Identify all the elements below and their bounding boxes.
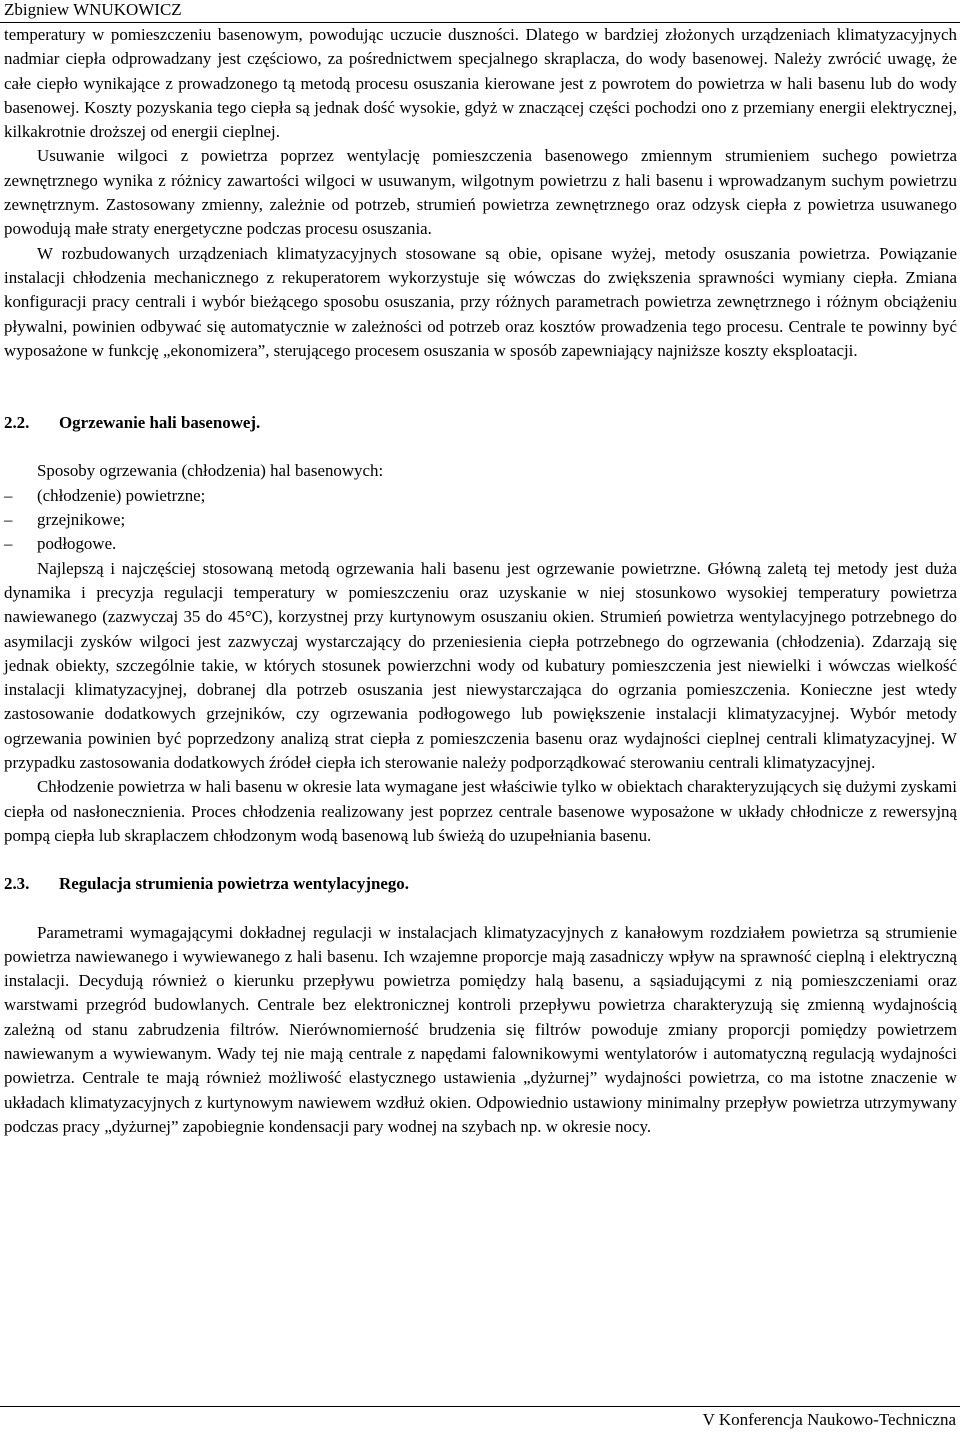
paragraph-combined-methods: W rozbudowanych urządzeniach klimatyzacyjnych stosowane są obie, opisane wyżej, metody osuszania powietrza. Powiązanie instalacji chłodzenia mechanicznego z rekuperatorem wykorzystuje się wówczas do zwiększenia sprawności wymiany ciepła. Zmiana konfiguracji pracy centrali i wybór bieżącego sposobu osuszania, przy różnych parametrach powietrza zewnętrznego i różnym obciążeniu pływalni, powinien odbywać się automatycznie w zależności od potrzeb oraz kosztów prowadzenia tego procesu. Centrale te powinny być wyposażone w funkcję „ekonomizera”, sterującego procesem osuszania w sposób zapewniający najniższe koszty eksploatacji. xyxy=(4,243,957,360)
list-item: – podłogowe. xyxy=(4,532,957,556)
section-title: Regulacja strumienia powietrza wentylacyjnego. xyxy=(59,874,409,894)
heating-methods-intro: Sposoby ogrzewania (chłodzenia) hal basenowych: xyxy=(37,461,384,481)
page-footer-conference: V Konferencja Naukowo-Techniczna xyxy=(702,1410,956,1429)
paragraph-airflow-regulation: Parametrami wymagającymi dokładnej regulacji w instalacjach klimatyzacyjnych z kanałowym rozdziałem powietrza są strumienie powietrza nawiewanego i wywiewanego z hali basenu. Ich wzajemne proporcje mają zasadniczy wpływ na sprawność cieplną i elektryczną instalacji. Decydują również o kierunku przepływu powietrza pomiędzy halą basenu, a sąsiadującymi z nią pomieszczeniami oraz warstwami przegród budowlanych. Centrale bez elektronicznej kontroli przepływu powietrza charakteryzują się zmienną wydajnością zależną od stanu zabrudzenia filtrów. Nierównomierność brudzenia się filtrów powoduje zmiany proporcji pomiędzy powietrzem nawiewanym a wywiewanym. Wady tej nie mają centrale z napędami falownikowymi wentylatorów i automatyczną regulacją wydajności powietrza. Centrale te mają również możliwość elastycznego ustawienia „dyżurnej” wydajności powietrza, co ma istotne znaczenie w układach klimatyzacyjnych z kurtynowym nawiewem wzdłuż okien. Odpowiednio ustawiony minimalny przepływ powietrza utrzymywany podczas pracy „dyżurnej” zapobiegnie kondensacji pary wodnej na szybach np. w okresie nocy. xyxy=(4,922,957,1136)
list-item: – (chłodzenie) powietrzne; xyxy=(4,484,957,508)
section-heading-2-3 xyxy=(4,872,957,896)
footer-divider xyxy=(0,1406,960,1407)
list-item: – grzejnikowe; xyxy=(4,508,957,532)
section-title: Ogrzewanie hali basenowej. xyxy=(59,413,261,433)
heating-methods-list xyxy=(4,484,957,557)
paragraph-air-heating: Najlepszą i najczęściej stosowaną metodą ogrzewania hali basenu jest ogrzewanie powietrzne. Główną zaletą tej metody jest duża dynamika i precyzja regulacji temperatury w pomieszczeniu oraz uzyskanie w niej stosunkowo wysokiej temperatury powietrza nawiewanego (zazwyczaj 35 do 45°C), korzystnej przy kurtynowym osuszaniu okien. Strumień powietrza wentylacyjnego potrzebnego do asymilacji zysków wilgoci jest zazwyczaj wystarczający do przeniesienia ciepła potrzebnego do ogrzewania (chłodzenia). Zdarzają się jednak obiekty, szczególnie takie, w których stosunek powierzchni wody od kubatury pomieszczenia jest niewielki i wówczas wielkość instalacji klimatyzacyjnej, dobranej dla potrzeb osuszania jest niewystarczająca do ogrzania pomieszczenia. Konieczne jest wtedy zastosowanie dodatkowych grzejników, czy ogrzewania podłogowego lub powiększenie instalacji klimatyzacyjnej. Wybór metody ogrzewania powinien być poprzedzony analizą strat ciepła z pomieszczenia basenu oraz wydajności cieplnej centrali klimatyzacyjnej. W przypadku zastosowania dodatkowych źródeł ciepła ich sterowanie należy podporządkować sterowaniu centrali klimatyzacyjnej. xyxy=(4,558,957,773)
page-header-author: Zbigniew WNUKOWICZ xyxy=(4,0,182,19)
section-number: 2.2. xyxy=(4,413,30,433)
document-body xyxy=(4,23,957,1139)
paragraph-cooling: Chłodzenie powietrza w hali basenu w okresie lata wymagane jest właściwie tylko w obiektach charakteryzujących się dużymi zyskami ciepła od nasłonecznienia. Proces chłodzenia realizowany jest poprzez centrale basenowe wyposażone w układy chłodnicze z rewersyjną pompą ciepła lub skraplaczem chłodzonym wodą basenową lub świeżą do uzupełniania basenu. xyxy=(4,777,957,845)
paragraph-continued: temperatury w pomieszczeniu basenowym, powodując uczucie duszności. Dlatego w bardziej złożonych urządzeniach klimatyzacyjnych nadmiar ciepła odprowadzany jest częściowo, za pośrednictwem specjalnego skraplacza, do wody basenowej. Należy zwrócić uwagę, że całe ciepło wynikające z prowadzonego tą metodą procesu osuszania kierowane jest z powrotem do powietrza w hali basenu lub do wody basenowej. Koszty pozyskania tego ciepła są jednak dość wysokie, gdyż w znaczącej części pochodzi ono z przemiany energii elektrycznej, kilkakrotnie droższej od energii cieplnej. xyxy=(4,25,957,142)
section-heading-2-2 xyxy=(4,411,957,435)
section-number: 2.3. xyxy=(4,874,30,894)
paragraph-ventilation-drying: Usuwanie wilgoci z powietrza poprzez wentylację pomieszczenia basenowego zmiennym strumieniem suchego powietrza zewnętrznego wynika z różnicy zawartości wilgoci w usuwanym, wilgotnym powietrzu z hali basenu i wprowadzanym suchym powietrzu zewnętrznym. Zastosowany zmienny, zależnie od potrzeb, strumień powietrza zewnętrznego oraz odzysk ciepła z powietrza usuwanego powodują małe straty energetyczne podczas procesu osuszania. xyxy=(4,146,957,239)
